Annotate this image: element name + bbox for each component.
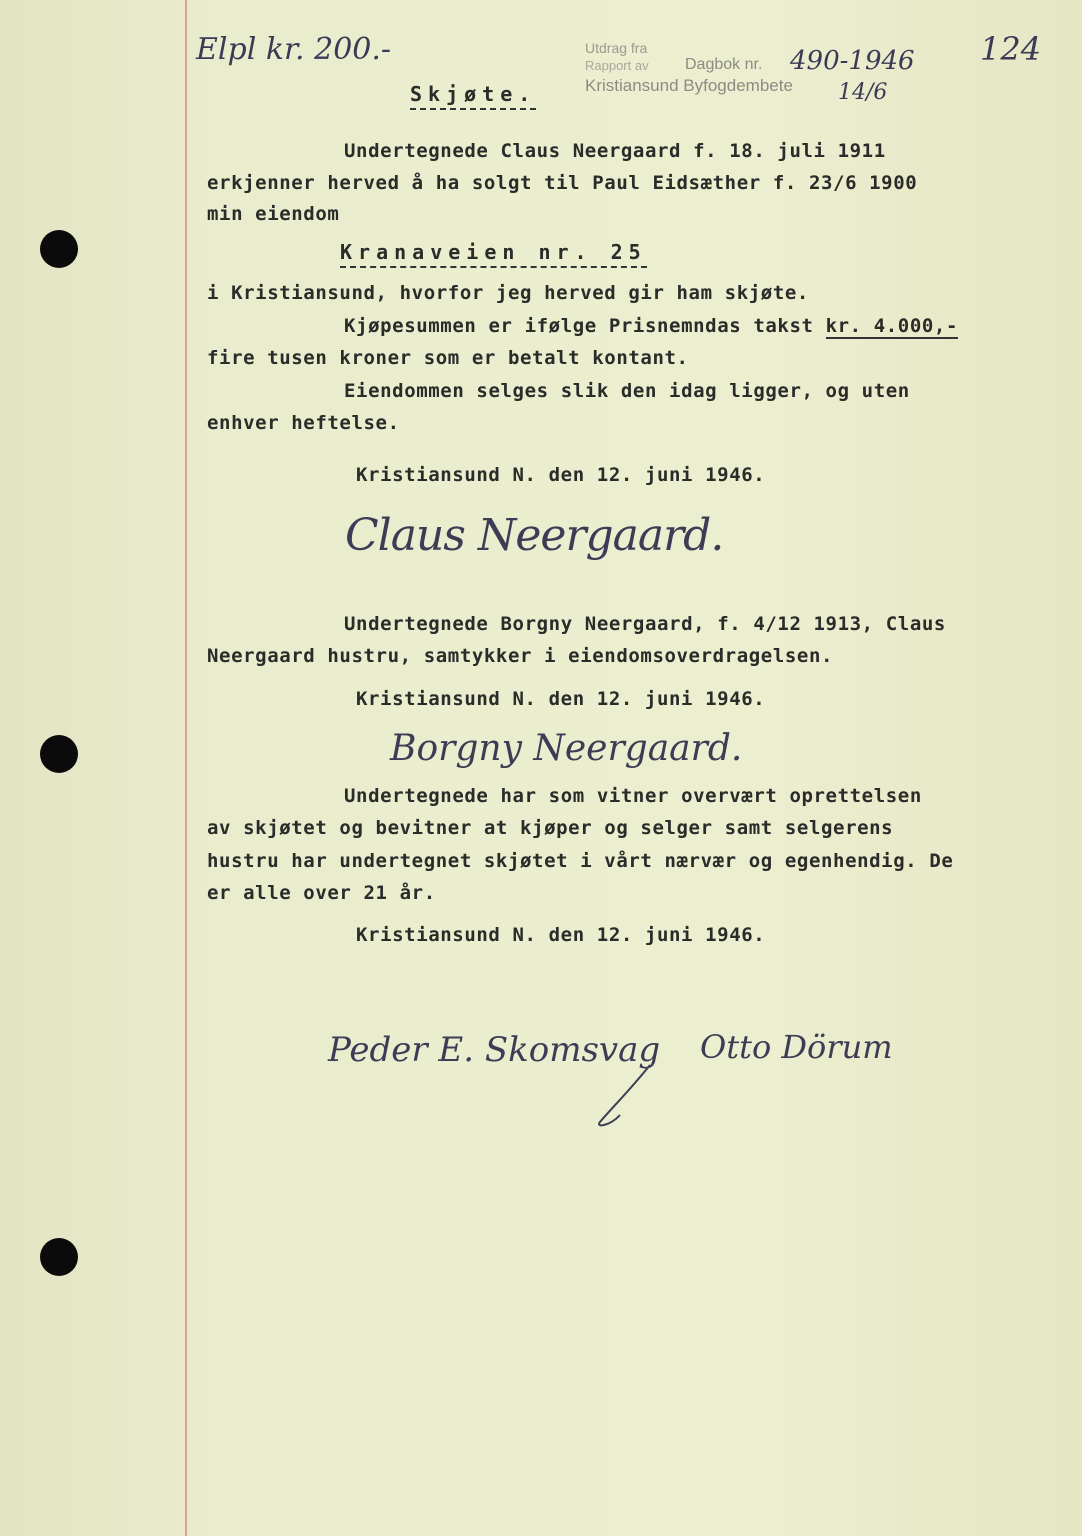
price-amount: kr. 4.000,-: [825, 315, 958, 337]
text-line: fire tusen kroner som er betalt kontant.: [207, 347, 689, 369]
document-title: Skjøte.: [410, 82, 536, 110]
signature-witness-2: Otto Dörum: [700, 1028, 893, 1066]
text-segment: Kjøpesummen er ifølge Prisnemndas takst: [344, 315, 826, 337]
stamp-line-2: Rapport av: [585, 58, 649, 73]
text-line: erkjenner herved å ha solgt til Paul Eidsæther f. 23/6 1900: [207, 172, 918, 194]
text-line: [344, 315, 958, 337]
place-date-2: Kristiansund N. den 12. juni 1946.: [356, 688, 766, 710]
text-line: Eiendommen selges slik den idag ligger, og uten: [344, 380, 910, 402]
punch-hole-top: [40, 230, 78, 268]
text-line: Undertegnede har som vitner overvært oprettelsen: [344, 785, 922, 807]
dagbok-number: 490-1946: [790, 46, 915, 76]
signature-claus-neergaard: Claus Neergaard.: [345, 510, 724, 561]
text-line: Neergaard hustru, samtykker i eiendomsoverdragelsen.: [207, 645, 834, 667]
text-line: hustru har undertegnet skjøtet i vårt nærvær og egenhendig. De: [207, 850, 954, 872]
property-name: Kranaveien nr. 25: [340, 240, 647, 268]
text-line: Undertegnede Borgny Neergaard, f. 4/12 1913, Claus: [344, 613, 946, 635]
stamp-line-3: Kristiansund Byfogdembete: [585, 76, 793, 95]
stamp-line-1: Utdrag fra: [585, 40, 648, 56]
place-date-3: Kristiansund N. den 12. juni 1946.: [356, 924, 766, 946]
text-line: enhver heftelse.: [207, 412, 400, 434]
dagbok-date: 14/6: [838, 80, 888, 105]
text-line: i Kristiansund, hvorfor jeg herved gir ham skjøte.: [207, 282, 809, 304]
punch-hole-middle: [40, 735, 78, 773]
text-line: min eiendom: [207, 203, 340, 225]
signature-witness-1: Peder E. Skomsvag: [328, 1030, 661, 1070]
margin-rule: [185, 0, 187, 1536]
page-number: 124: [980, 30, 1042, 68]
dagbok-label: Dagbok nr.: [685, 56, 763, 73]
text-line: er alle over 21 år.: [207, 882, 436, 904]
signature-flourish: [590, 1060, 680, 1130]
text-line: Undertegnede Claus Neergaard f. 18. juli 1911: [344, 140, 886, 162]
text-line: av skjøtet og bevitner at kjøper og selger samt selgerens: [207, 817, 894, 839]
margin-fee-note: Elpl kr. 200.-: [196, 32, 392, 67]
place-date-1: Kristiansund N. den 12. juni 1946.: [356, 464, 766, 486]
signature-borgny-neergaard: Borgny Neergaard.: [390, 728, 743, 769]
punch-hole-bottom: [40, 1238, 78, 1276]
